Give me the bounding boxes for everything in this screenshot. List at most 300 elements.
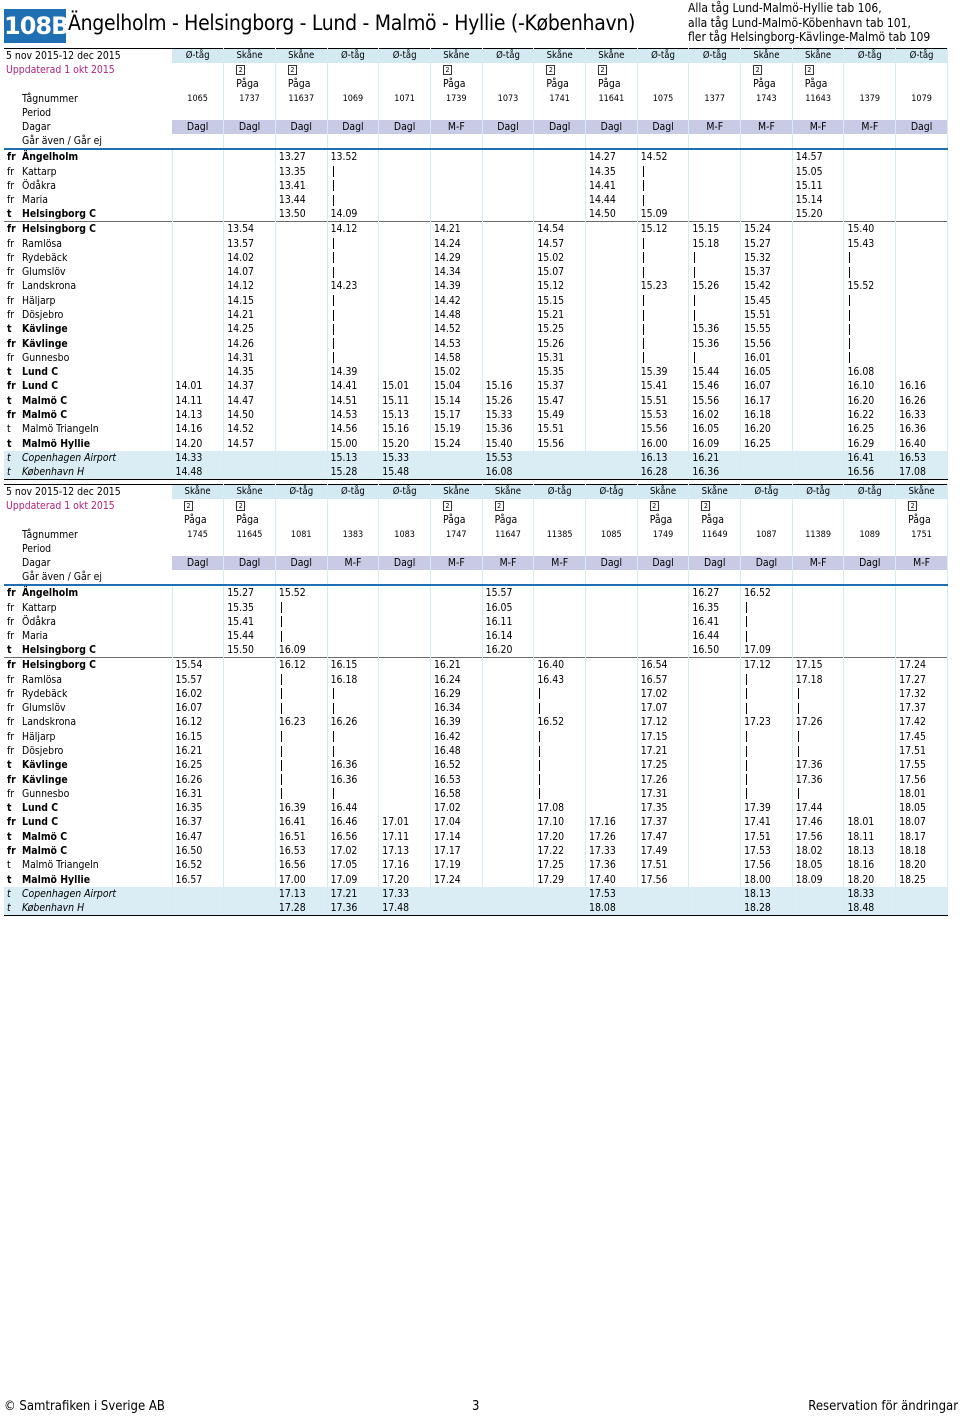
train-number-cell: 11643: [792, 92, 844, 106]
time-cell: 16.28: [637, 465, 689, 480]
time-cell: 15.40: [482, 437, 534, 451]
time-cell: [896, 615, 948, 629]
time-cell: [586, 801, 638, 815]
passes-without-stop-bar: [643, 252, 644, 263]
time-cell: 16.36: [327, 772, 379, 786]
paga-cell: Påga: [172, 513, 224, 527]
time-cell: 16.52: [430, 758, 482, 772]
time-cell: [844, 629, 896, 643]
period-cell: [637, 106, 689, 120]
station-row: [4, 308, 948, 322]
station-name: Malmö Hyllie: [20, 437, 172, 451]
arrival-departure-marker: t: [7, 759, 12, 772]
time-cell: [741, 164, 793, 178]
time-cell: 13.52: [327, 149, 379, 164]
time-cell: 16.50: [689, 643, 741, 658]
time-cell: 17.19: [430, 858, 482, 872]
time-cell: [586, 294, 638, 308]
time-cell: 14.13: [172, 408, 224, 422]
time-cell: [275, 701, 327, 715]
page-title: Ängelholm - Helsingborg - Lund - Malmö - Hyllie (-København): [68, 11, 636, 35]
arrival-departure-marker: fr: [7, 601, 15, 614]
time-cell: [482, 207, 534, 222]
time-cell: [482, 787, 534, 801]
time-cell: [741, 149, 793, 164]
arrival-departure-marker: t: [4, 901, 20, 916]
bicycle-icon-cell: [741, 63, 793, 77]
time-cell: [586, 222, 638, 237]
runs-also-cell: [844, 134, 896, 149]
time-cell: 15.51: [741, 308, 793, 322]
days-cell: M-F: [741, 120, 793, 134]
header-label: [4, 77, 172, 91]
paga-cell: [534, 513, 586, 527]
period-cell: [172, 542, 224, 556]
time-cell: [430, 901, 482, 916]
bicycle-icon: 2: [288, 65, 297, 75]
time-cell: [327, 251, 379, 265]
time-cell: [482, 887, 534, 901]
time-cell: [586, 758, 638, 772]
time-cell: 15.44: [224, 629, 276, 643]
time-cell: [792, 322, 844, 336]
station-row: [4, 149, 948, 164]
time-cell: [379, 787, 431, 801]
time-cell: 18.02: [792, 844, 844, 858]
passes-without-stop-bar: [643, 238, 644, 249]
time-cell: [534, 615, 586, 629]
time-cell: 16.26: [172, 772, 224, 786]
period-cell: [224, 542, 276, 556]
time-cell: [896, 629, 948, 643]
time-cell: 15.56: [534, 437, 586, 451]
time-cell: 15.09: [637, 207, 689, 222]
time-cell: 16.35: [689, 600, 741, 614]
time-cell: 16.25: [172, 758, 224, 772]
time-cell: [637, 251, 689, 265]
time-cell: [482, 279, 534, 293]
time-cell: 16.48: [430, 744, 482, 758]
time-cell: [379, 643, 431, 658]
time-cell: [896, 365, 948, 379]
operator-cell: Skåne: [224, 49, 276, 64]
bicycle-icon: 2: [443, 65, 452, 75]
station-row: [4, 422, 948, 436]
time-cell: 15.07: [534, 265, 586, 279]
time-cell: [172, 164, 224, 178]
arrival-departure-marker: t: [4, 887, 20, 901]
station-name: Kävlinge: [20, 772, 172, 786]
time-cell: [896, 600, 948, 614]
runs-also-cell: [741, 134, 793, 149]
station-row: [4, 715, 948, 729]
time-cell: 17.17: [430, 844, 482, 858]
header-row: [4, 134, 948, 149]
time-cell: 16.26: [327, 715, 379, 729]
time-cell: [172, 193, 224, 207]
time-cell: [586, 658, 638, 673]
days-cell: M-F: [430, 120, 482, 134]
days-cell: Dagl: [844, 556, 896, 570]
time-cell: [327, 322, 379, 336]
time-cell: [275, 451, 327, 465]
bicycle-icon-cell: [792, 63, 844, 77]
time-cell: 16.36: [896, 422, 948, 436]
time-cell: [844, 585, 896, 600]
time-cell: 18.20: [844, 873, 896, 887]
time-cell: [172, 600, 224, 614]
time-cell: 15.52: [844, 279, 896, 293]
runs-also-cell: [224, 570, 276, 585]
time-cell: [586, 236, 638, 250]
train-number-cell: 1747: [430, 528, 482, 542]
time-cell: 14.51: [327, 394, 379, 408]
operator-cell: Skåne: [482, 485, 534, 500]
operator-cell: Skåne: [741, 49, 793, 64]
runs-also-cell: [844, 570, 896, 585]
time-cell: [224, 858, 276, 872]
time-cell: 17.16: [586, 815, 638, 829]
station-row: [4, 887, 948, 901]
time-cell: [792, 265, 844, 279]
time-cell: [379, 744, 431, 758]
time-cell: [482, 251, 534, 265]
time-cell: 14.31: [224, 351, 276, 365]
time-cell: [844, 658, 896, 673]
station-row: [4, 615, 948, 629]
time-cell: 17.56: [792, 830, 844, 844]
time-cell: 16.41: [275, 815, 327, 829]
bicycle-icon-cell: [482, 499, 534, 513]
time-cell: 15.45: [741, 294, 793, 308]
passes-without-stop-bar: [643, 324, 644, 335]
time-cell: [172, 265, 224, 279]
time-cell: 14.39: [327, 365, 379, 379]
time-cell: [482, 236, 534, 250]
time-cell: [792, 279, 844, 293]
time-cell: [689, 149, 741, 164]
time-cell: [844, 294, 896, 308]
station-row: [4, 758, 948, 772]
station-row: [4, 730, 948, 744]
time-cell: 16.10: [844, 379, 896, 393]
time-cell: [741, 772, 793, 786]
time-cell: [792, 451, 844, 465]
time-cell: [586, 365, 638, 379]
time-cell: 15.16: [379, 422, 431, 436]
passes-without-stop-bar: [281, 631, 282, 642]
time-cell: 14.39: [430, 279, 482, 293]
time-cell: 15.00: [327, 437, 379, 451]
time-cell: [327, 585, 379, 600]
time-cell: 15.35: [534, 365, 586, 379]
period-cell: [482, 106, 534, 120]
time-cell: 14.33: [172, 451, 224, 465]
time-cell: [844, 193, 896, 207]
time-cell: 14.57: [534, 236, 586, 250]
time-cell: 15.20: [379, 437, 431, 451]
station-name: Ödåkra: [20, 179, 172, 193]
arrival-departure-marker: fr: [7, 730, 15, 743]
time-cell: 17.36: [792, 758, 844, 772]
time-cell: 15.51: [534, 422, 586, 436]
station-row: [4, 365, 948, 379]
time-cell: [741, 615, 793, 629]
bicycle-icon: 2: [805, 65, 814, 75]
time-cell: [586, 379, 638, 393]
time-cell: [224, 744, 276, 758]
time-cell: 16.02: [172, 687, 224, 701]
time-cell: [792, 422, 844, 436]
passes-without-stop-bar: [333, 252, 334, 263]
time-cell: 16.24: [430, 672, 482, 686]
time-cell: 18.09: [792, 873, 844, 887]
time-cell: [792, 437, 844, 451]
time-cell: 15.26: [689, 279, 741, 293]
time-cell: [379, 701, 431, 715]
time-cell: [586, 322, 638, 336]
time-cell: [482, 873, 534, 887]
time-cell: [327, 600, 379, 614]
period-cell: [379, 542, 431, 556]
bicycle-icon: 2: [495, 501, 504, 511]
time-cell: [586, 451, 638, 465]
train-number-cell: 1741: [534, 92, 586, 106]
time-cell: 16.44: [689, 629, 741, 643]
days-cell: Dagl: [172, 556, 224, 570]
time-cell: [689, 901, 741, 916]
time-cell: 17.36: [586, 858, 638, 872]
station-row: [4, 451, 948, 465]
time-cell: 17.14: [430, 830, 482, 844]
runs-also-cell: [275, 134, 327, 149]
time-cell: [689, 701, 741, 715]
time-cell: 14.12: [224, 279, 276, 293]
station-row: [4, 744, 948, 758]
passes-without-stop-bar: [694, 267, 695, 278]
time-cell: 14.35: [224, 365, 276, 379]
time-cell: 14.56: [327, 422, 379, 436]
operator-cell: Ø-tåg: [482, 49, 534, 64]
time-cell: 16.50: [172, 844, 224, 858]
time-cell: 16.57: [172, 873, 224, 887]
operator-cell: Ø-tåg: [327, 485, 379, 500]
time-cell: [224, 844, 276, 858]
time-cell: 17.12: [741, 658, 793, 673]
train-number-cell: 1079: [896, 92, 948, 106]
period-cell: [275, 106, 327, 120]
time-cell: 17.15: [637, 730, 689, 744]
time-cell: 17.32: [896, 687, 948, 701]
time-cell: 17.02: [637, 687, 689, 701]
time-cell: [224, 672, 276, 686]
time-cell: 15.36: [689, 336, 741, 350]
time-cell: [534, 730, 586, 744]
bicycle-icon-cell: [637, 499, 689, 513]
arrival-departure-marker: fr: [4, 658, 20, 673]
time-cell: [844, 687, 896, 701]
time-cell: 16.25: [741, 437, 793, 451]
time-cell: 15.55: [741, 322, 793, 336]
passes-without-stop-bar: [333, 731, 334, 742]
time-cell: [844, 787, 896, 801]
time-cell: [482, 351, 534, 365]
station-name: Glumslöv: [20, 701, 172, 715]
train-number-cell: 1069: [327, 92, 379, 106]
time-cell: 15.44: [689, 365, 741, 379]
passes-without-stop-bar: [539, 774, 540, 785]
header-label: Tågnummer: [22, 92, 78, 105]
time-cell: 18.01: [844, 815, 896, 829]
time-cell: 14.57: [792, 149, 844, 164]
operator-cell: Ø-tåg: [741, 485, 793, 500]
time-cell: [430, 629, 482, 643]
timetable-1: [4, 48, 948, 480]
time-cell: [275, 294, 327, 308]
time-cell: 15.14: [430, 394, 482, 408]
arrival-departure-marker: t: [7, 423, 11, 436]
time-cell: [844, 600, 896, 614]
bicycle-icon-cell: [379, 63, 431, 77]
station-row: [4, 787, 948, 801]
passes-without-stop-bar: [333, 180, 334, 191]
header-row: [4, 528, 948, 542]
time-cell: [792, 585, 844, 600]
runs-also-cell: [327, 570, 379, 585]
time-cell: [482, 801, 534, 815]
time-cell: [224, 787, 276, 801]
passes-without-stop-bar: [694, 252, 695, 263]
time-cell: 15.15: [689, 222, 741, 237]
operator-cell: Skåne: [224, 485, 276, 500]
runs-also-cell: [689, 570, 741, 585]
time-cell: [275, 322, 327, 336]
time-cell: [172, 615, 224, 629]
time-cell: [792, 236, 844, 250]
time-cell: [224, 193, 276, 207]
train-number-cell: 11649: [689, 528, 741, 542]
arrival-departure-marker: fr: [7, 280, 15, 293]
arrival-departure-marker: fr: [7, 194, 15, 207]
time-cell: [172, 901, 224, 916]
time-cell: [534, 600, 586, 614]
footer-disclaimer: Reservation för ändringar: [808, 1399, 958, 1414]
time-cell: [689, 858, 741, 872]
passes-without-stop-bar: [694, 310, 695, 321]
time-cell: [534, 744, 586, 758]
time-cell: [637, 887, 689, 901]
passes-without-stop-bar: [746, 788, 747, 799]
time-cell: [430, 465, 482, 480]
station-name: Lund C: [20, 801, 172, 815]
time-cell: [741, 787, 793, 801]
time-cell: 15.12: [637, 222, 689, 237]
time-cell: 17.56: [896, 772, 948, 786]
time-cell: 15.32: [741, 251, 793, 265]
route-number-badge: 108B: [4, 9, 66, 43]
time-cell: [689, 873, 741, 887]
train-number-cell: 1377: [689, 92, 741, 106]
time-cell: [224, 758, 276, 772]
time-cell: [534, 193, 586, 207]
time-cell: [896, 585, 948, 600]
time-cell: 16.52: [534, 715, 586, 729]
operator-cell: Ø-tåg: [172, 49, 224, 64]
time-cell: 15.02: [534, 251, 586, 265]
time-cell: [586, 394, 638, 408]
arrival-departure-marker: fr: [7, 845, 16, 858]
bicycle-icon-cell: [379, 499, 431, 513]
paga-cell: Påga: [792, 77, 844, 91]
time-cell: [275, 600, 327, 614]
time-cell: 14.11: [172, 394, 224, 408]
time-cell: [379, 629, 431, 643]
arrival-departure-marker: fr: [7, 266, 15, 279]
time-cell: [224, 149, 276, 164]
passes-without-stop-bar: [798, 703, 799, 714]
time-cell: 17.26: [586, 830, 638, 844]
arrival-departure-marker: t: [7, 323, 12, 336]
time-cell: 17.53: [586, 887, 638, 901]
time-cell: [637, 901, 689, 916]
passes-without-stop-bar: [746, 731, 747, 742]
time-cell: 16.20: [844, 394, 896, 408]
time-cell: 16.31: [172, 787, 224, 801]
time-cell: 15.13: [327, 451, 379, 465]
time-cell: [430, 585, 482, 600]
time-cell: 16.43: [534, 672, 586, 686]
time-cell: [586, 730, 638, 744]
time-cell: [379, 308, 431, 322]
bicycle-icon-cell: [172, 63, 224, 77]
time-cell: 17.25: [534, 858, 586, 872]
time-cell: [172, 294, 224, 308]
time-cell: 15.14: [792, 193, 844, 207]
time-cell: 14.34: [430, 265, 482, 279]
operator-cell: Skåne: [275, 49, 327, 64]
station-name: Ängelholm: [20, 585, 172, 600]
time-cell: [792, 787, 844, 801]
time-cell: [430, 887, 482, 901]
time-cell: [482, 322, 534, 336]
period-cell: [482, 542, 534, 556]
arrival-departure-marker: fr: [7, 151, 16, 164]
operator-cell: Skåne: [172, 485, 224, 500]
time-cell: [637, 236, 689, 250]
time-cell: 17.21: [637, 744, 689, 758]
time-cell: [689, 887, 741, 901]
station-row: [4, 207, 948, 222]
arrival-departure-marker: fr: [7, 615, 15, 628]
time-cell: [379, 236, 431, 250]
time-cell: [379, 801, 431, 815]
time-cell: 15.11: [379, 394, 431, 408]
paga-cell: Påga: [586, 77, 638, 91]
time-cell: 18.16: [844, 858, 896, 872]
time-cell: 18.13: [741, 887, 793, 901]
header-row: [4, 49, 948, 64]
runs-also-cell: [172, 134, 224, 149]
time-cell: [741, 758, 793, 772]
time-cell: [689, 772, 741, 786]
time-cell: 15.24: [741, 222, 793, 237]
time-cell: 17.51: [741, 830, 793, 844]
time-cell: [172, 251, 224, 265]
time-cell: [792, 687, 844, 701]
train-number-cell: 1065: [172, 92, 224, 106]
operator-cell: Skåne: [637, 485, 689, 500]
time-cell: [275, 236, 327, 250]
